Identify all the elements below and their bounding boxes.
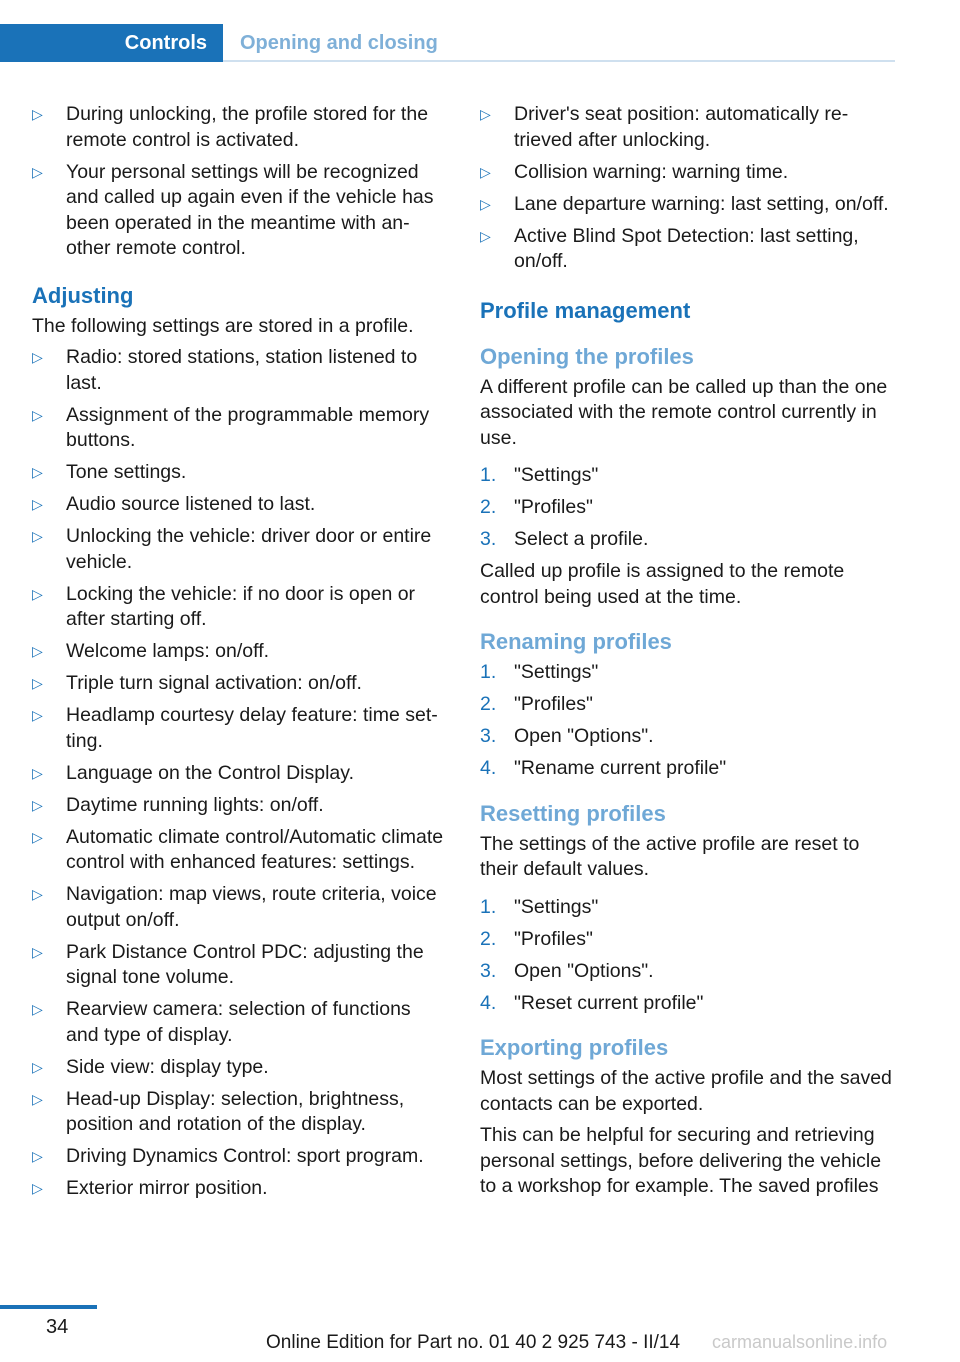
step-number: 2.: [480, 693, 497, 715]
list-item-text: Audio source listened to last.: [66, 493, 316, 515]
list-item-text: Your personal settings will be recognized and called up again even if the vehicle has been operated in the meantime with another remote control.: [66, 160, 434, 259]
page-header: [0, 0, 960, 64]
list-item-text: "Profiles": [514, 693, 593, 715]
list-item-text: Open "Options".: [514, 725, 654, 747]
list-item-text: During unlocking, the profile stored for the remote control is activated.: [66, 103, 429, 151]
step-number: 4.: [480, 757, 497, 779]
list-item-text: Headlamp courtesy delay feature: time setting.: [66, 704, 438, 752]
list-item-text: Driving Dynamics Control: sport program.: [66, 1145, 424, 1167]
list-item-text: Rearview camera: selection of functions and type of display.: [66, 998, 411, 1046]
list-item-text: Language on the Control Display.: [66, 761, 354, 784]
list-item-text: "Profiles": [514, 927, 593, 950]
right-column: [480, 102, 895, 1206]
watermark-logo: carmanualsonline.info: [712, 1332, 888, 1352]
step-number: 3.: [480, 725, 497, 747]
list-item: [32, 882, 447, 933]
step-number: 1.: [480, 895, 497, 918]
step-number: 1.: [480, 464, 497, 486]
triangle-bullet-icon: ▷: [32, 828, 43, 845]
list-item-text: "Settings": [514, 895, 599, 918]
renaming-profiles-heading: Renaming profiles: [480, 629, 672, 654]
bullet-list-right-top: [480, 102, 895, 275]
settings-list: [32, 345, 447, 1202]
triangle-bullet-icon: ▷: [32, 943, 43, 960]
list-item: [32, 403, 447, 454]
exporting-p1: Most settings of the active profile and the saved contacts can be exported.: [480, 1067, 892, 1115]
list-item: [32, 997, 447, 1048]
list-item-text: Welcome lamps: on/off.: [66, 640, 270, 662]
step-number: 4.: [480, 991, 497, 1014]
exporting-profiles-heading: Exporting profiles: [480, 1035, 669, 1060]
numbered-step: [480, 495, 895, 521]
triangle-bullet-icon: ▷: [32, 1058, 43, 1075]
numbered-step: [480, 959, 895, 985]
renaming-steps: [480, 660, 895, 782]
triangle-bullet-icon: ▷: [32, 675, 43, 691]
list-item: [32, 345, 447, 396]
list-item: [480, 224, 895, 275]
list-item-text: Exterior mirror position.: [66, 1177, 268, 1199]
list-item-text: Park Distance Control PDC: adjusting the signal tone volume.: [66, 940, 424, 988]
step-number: 2.: [480, 496, 497, 518]
resetting-profiles-heading: Resetting profiles: [480, 800, 666, 826]
list-item-text: "Rename current profile": [514, 757, 727, 779]
list-item: [480, 160, 895, 186]
page-number: 34: [46, 1316, 69, 1338]
triangle-bullet-icon: ▷: [32, 707, 43, 723]
resetting-intro: The settings of the active profile are reset to their default values.: [480, 832, 860, 880]
triangle-bullet-icon: ▷: [32, 796, 43, 813]
list-item-text: Select a profile.: [514, 528, 649, 550]
step-number: 3.: [480, 528, 497, 550]
edition-text: Online Edition for Part no. 01 40 2 925 743 - II/14: [266, 1332, 681, 1353]
step-number: 2.: [480, 927, 497, 950]
triangle-bullet-icon: ▷: [32, 1148, 43, 1164]
list-item: [32, 1055, 447, 1081]
list-item: [32, 460, 447, 486]
exporting-p2: This can be helpful for securing and retrieving personal settings, before delivering the vehicle to a workshop for example. The saved profiles: [480, 1124, 882, 1197]
list-item-text: "Profiles": [514, 496, 593, 518]
list-item-text: Navigation: map views, route criteria, voice output on/off.: [66, 883, 437, 931]
triangle-bullet-icon: ▷: [32, 163, 43, 180]
step-number: 1.: [480, 661, 497, 683]
triangle-bullet-icon: ▷: [480, 195, 491, 212]
triangle-bullet-icon: ▷: [32, 1001, 43, 1017]
numbered-step: [480, 527, 895, 553]
adjusting-intro: The following settings are stored in a profile.: [32, 314, 414, 337]
list-item-text: Head-up Display: selection, brightness, position and rotation of the display.: [66, 1087, 405, 1135]
resetting-steps: [480, 895, 895, 1017]
triangle-bullet-icon: ▷: [32, 349, 43, 365]
list-item-text: Tone settings.: [66, 461, 187, 483]
list-item-text: Side view: display type.: [66, 1055, 269, 1078]
list-item-text: Open "Options".: [514, 959, 654, 982]
triangle-bullet-icon: ▷: [32, 496, 43, 512]
triangle-bullet-icon: ▷: [32, 886, 43, 902]
list-item-text: "Reset current profile": [514, 991, 704, 1014]
list-item: [32, 492, 447, 518]
triangle-bullet-icon: ▷: [480, 106, 491, 122]
adjusting-heading: Adjusting: [32, 282, 134, 308]
triangle-bullet-icon: ▷: [32, 1090, 43, 1107]
list-item: [480, 102, 895, 153]
list-item-text: Active Blind Spot Detection: last setting, on/off.: [514, 224, 859, 272]
list-item: [32, 761, 447, 787]
list-item-text: Lane departure warning: last setting, on/off.: [514, 192, 889, 215]
list-item-text: Radio: stored stations, station listened to last.: [66, 346, 418, 394]
numbered-step: [480, 756, 895, 782]
tab-controls[interactable]: Controls: [0, 24, 223, 62]
triangle-bullet-icon: ▷: [480, 227, 491, 244]
list-item-text: "Settings": [514, 661, 599, 683]
opening-steps: [480, 463, 895, 553]
numbered-step: [480, 927, 895, 953]
triangle-bullet-icon: ▷: [32, 106, 43, 122]
triangle-bullet-icon: ▷: [32, 585, 43, 602]
list-item: [32, 582, 447, 633]
list-item-text: Unlocking the vehicle: driver door or entire vehicle.: [66, 525, 432, 573]
triangle-bullet-icon: ▷: [480, 163, 491, 180]
list-item: [32, 940, 447, 991]
triangle-bullet-icon: ▷: [32, 1180, 43, 1196]
list-item-text: Triple turn signal activation: on/off.: [66, 672, 362, 694]
list-item: [32, 160, 447, 262]
list-item-text: Daytime running lights: on/off.: [66, 793, 324, 816]
list-item-text: "Settings": [514, 464, 599, 486]
numbered-step: [480, 724, 895, 750]
list-item-text: Locking the vehicle: if no door is open or after starting off.: [66, 582, 416, 630]
list-item-text: Driver's seat position: automatically retrieved after unlocking.: [514, 103, 849, 151]
list-item: [32, 825, 447, 876]
list-item-text: Automatic climate control/Automatic climate control with enhanced features: settings.: [66, 825, 444, 873]
list-item: [32, 703, 447, 754]
numbered-step: [480, 895, 895, 921]
list-item: [32, 102, 447, 153]
left-column: [32, 102, 447, 1208]
list-item: [480, 192, 895, 218]
triangle-bullet-icon: ▷: [32, 464, 43, 480]
list-item: [32, 1144, 447, 1170]
list-item-text: Assignment of the programmable memory buttons.: [66, 403, 430, 451]
tab-opening-and-closing[interactable]: Opening and closing: [240, 31, 438, 54]
numbered-step: [480, 692, 895, 718]
step-number: 3.: [480, 959, 497, 982]
list-item-text: Collision warning: warning time.: [514, 160, 789, 183]
opening-after: Called up profile is assigned to the remote control being used at the time.: [480, 560, 845, 608]
list-item: [32, 671, 447, 697]
numbered-step: [480, 660, 895, 686]
header-divider: [223, 60, 895, 62]
list-item: [32, 1176, 447, 1202]
bullet-list-top: [32, 102, 447, 262]
numbered-step: [480, 991, 895, 1017]
opening-profiles-intro: A different profile can be called up than the one associated with the remote control currently in use.: [480, 375, 888, 449]
triangle-bullet-icon: ▷: [32, 406, 43, 423]
list-item: [32, 1087, 447, 1138]
footer-accent-line: [0, 1305, 97, 1309]
list-item: [32, 524, 447, 575]
list-item: [32, 639, 447, 665]
triangle-bullet-icon: ▷: [32, 528, 43, 544]
opening-profiles-heading: Opening the profiles: [480, 343, 694, 369]
numbered-step: [480, 463, 895, 489]
triangle-bullet-icon: ▷: [32, 643, 43, 659]
triangle-bullet-icon: ▷: [32, 764, 43, 781]
profile-management-heading: Profile management: [480, 297, 691, 323]
list-item: [32, 793, 447, 819]
